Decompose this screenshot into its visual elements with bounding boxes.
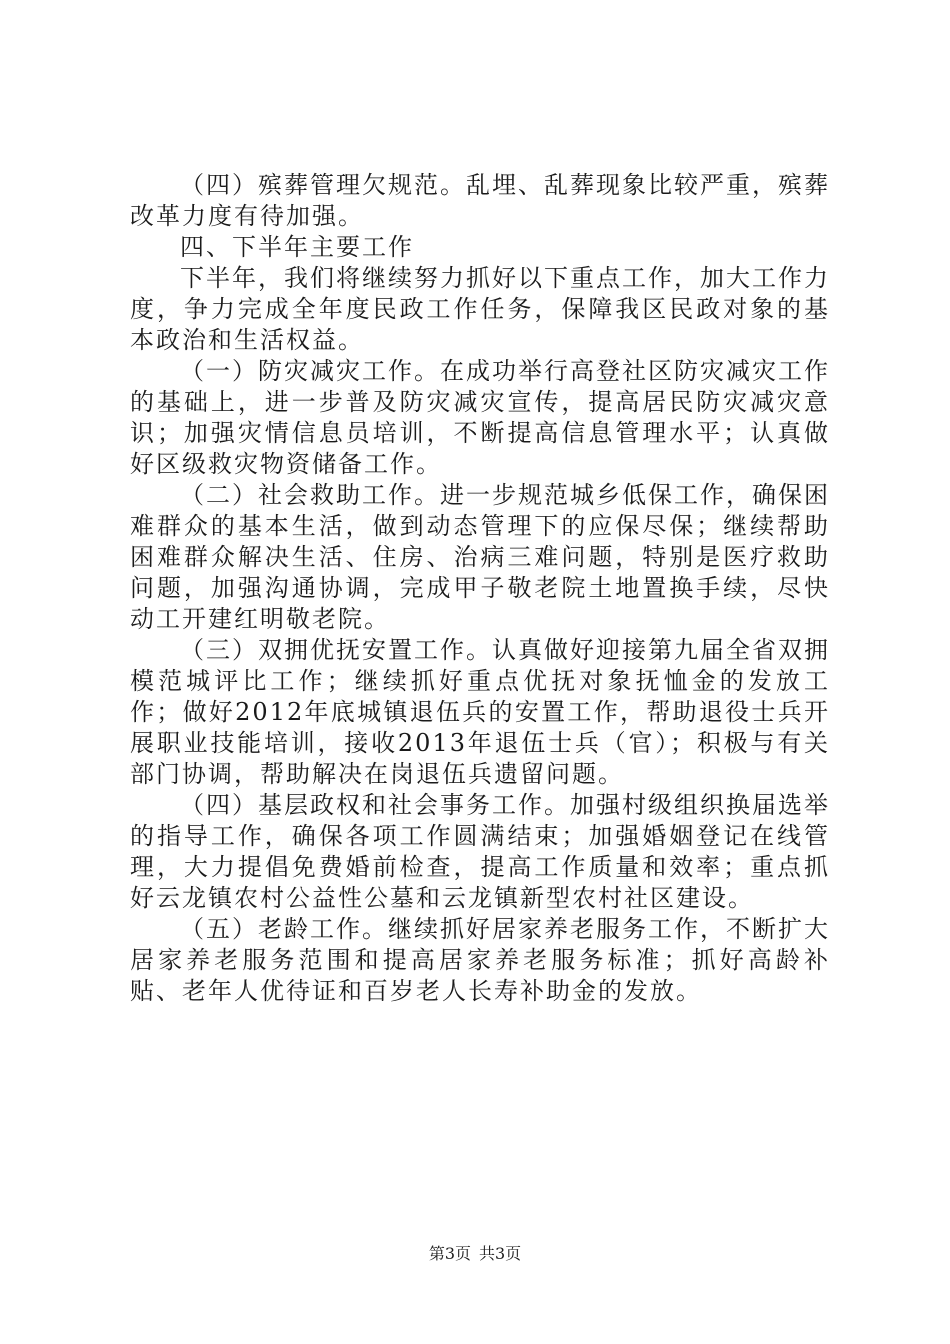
page-number-current: 第3页 [428, 1244, 471, 1263]
section-heading-second-half-work: 四、下半年主要工作 [180, 233, 414, 261]
page-footer [0, 1244, 950, 1264]
paragraph-military-support: （三）双拥优抚安置工作。认真做好迎接第九届全省双拥模范城评比工作；继续抓好重点优抚对象抚恤金的发放工作；做好2012年底城镇退伍兵的安置工作，帮助退役士兵开展职业技能培训，接收2013年退伍士兵（官）；积极与有关部门协调，帮助解决在岗退伍兵遗留问题。 [130, 636, 830, 788]
paragraph-second-half-intro: 下半年，我们将继续努力抓好以下重点工作，加大工作力度，争力完成全年度民政工作任务，保障我区民政对象的基本政治和生活权益。 [130, 264, 830, 354]
paragraph-funeral-management: （四）殡葬管理欠规范。乱埋、乱葬现象比较严重，殡葬改革力度有待加强。 [130, 171, 830, 230]
paragraph-grassroots-affairs: （四）基层政权和社会事务工作。加强村级组织换届选举的指导工作，确保各项工作圆满结束；加强婚姻登记在线管理，大力提倡免费婚前检查，提高工作质量和效率；重点抓好云龙镇农村公益性公墓和云龙镇新型农村社区建设。 [130, 791, 830, 912]
document-body [130, 170, 830, 1007]
paragraph-disaster-prevention: （一）防灾减灾工作。在成功举行高登社区防灾减灾工作的基础上，进一步普及防灾减灾宣传，提高居民防灾减灾意识；加强灾情信息员培训，不断提高信息管理水平；认真做好区级救灾物资储备工作。 [130, 357, 830, 478]
paragraph-social-assistance: （二）社会救助工作。进一步规范城乡低保工作，确保困难群众的基本生活，做到动态管理下的应保尽保；继续帮助困难群众解决生活、住房、治病三难问题，特别是医疗救助问题，加强沟通协调，完成甲子敬老院土地置换手续，尽快动工开建红明敬老院。 [130, 481, 830, 633]
paragraph-elderly-work: （五）老龄工作。继续抓好居家养老服务工作，不断扩大居家养老服务范围和提高居家养老服务标准；抓好高龄补贴、老年人优待证和百岁老人长寿补助金的发放。 [130, 915, 830, 1005]
page-number-total: 共3页 [479, 1244, 522, 1263]
